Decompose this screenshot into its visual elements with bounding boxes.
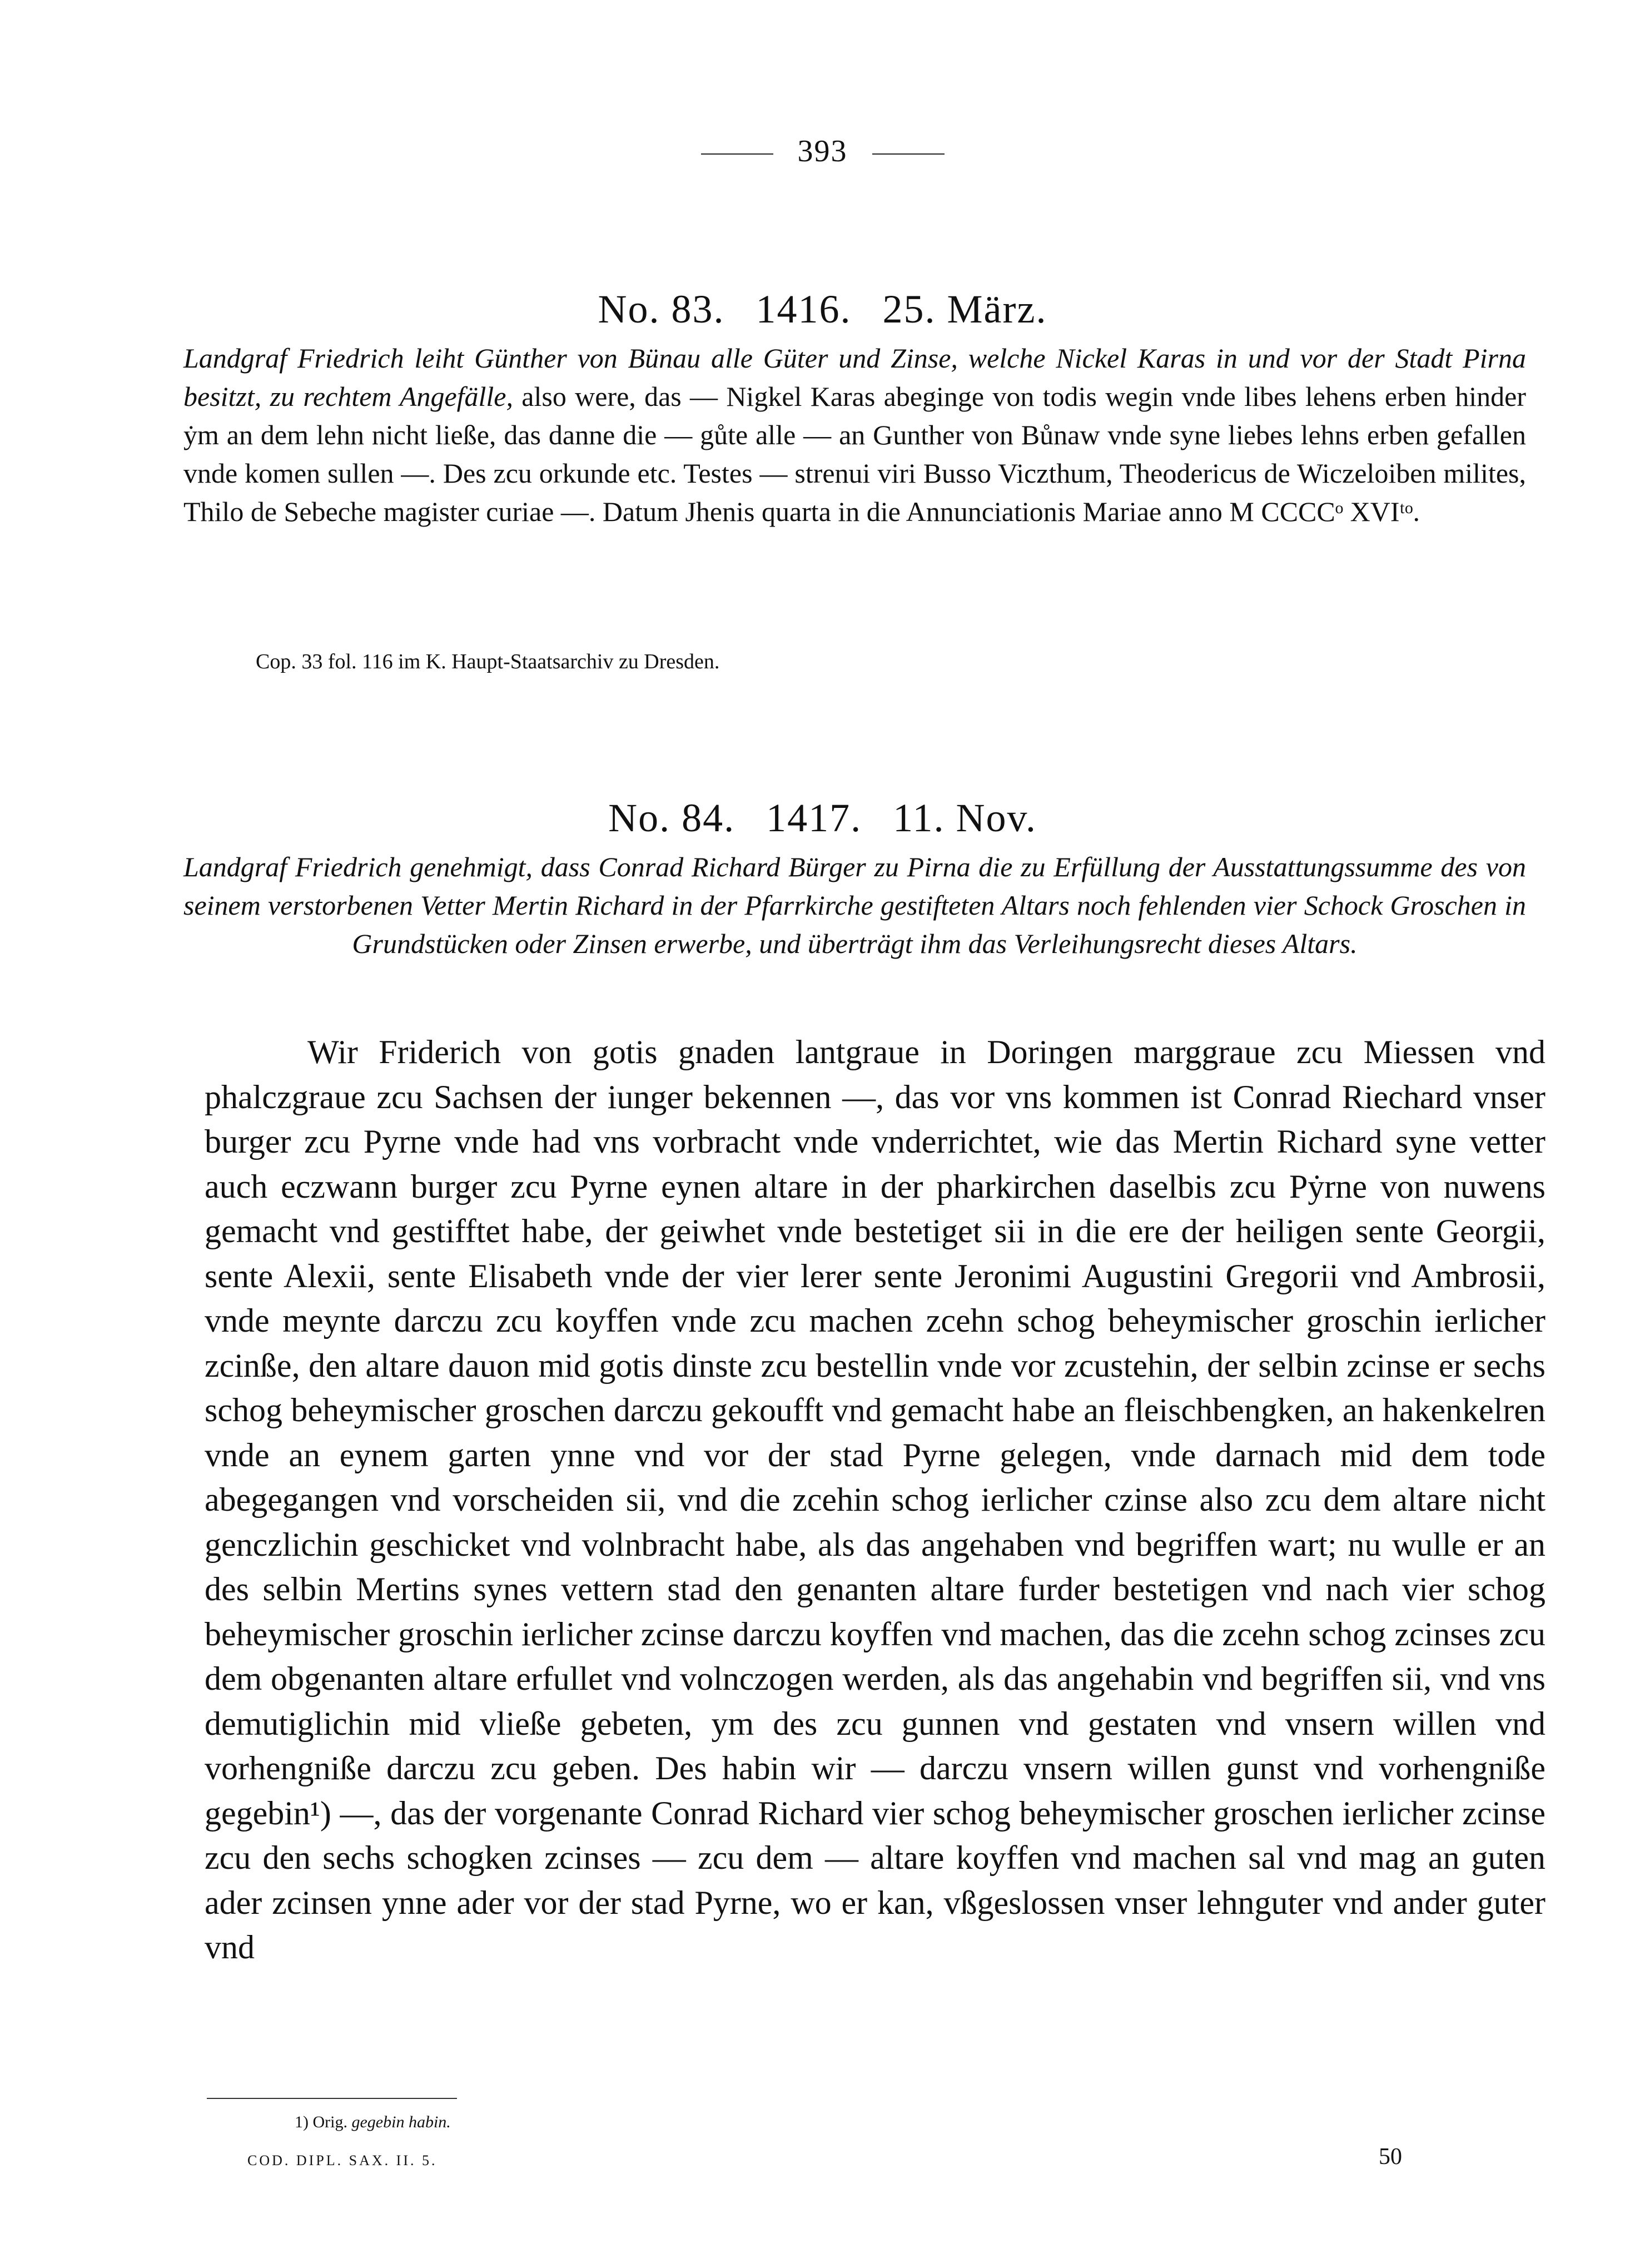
footnote bbox=[295, 2113, 451, 2132]
entry-date: 25. März. bbox=[882, 287, 1047, 331]
sheet-number: 50 bbox=[1379, 2144, 1402, 2170]
regest-quotation: also were, das — Nigkel Karas abeginge von todis wegin vnde libes lehens erben hinder ẏm an dem lehn nicht ließe, das danne die — gůte alle — an Gunther von Bůnaw vnde syne liebes lehns erben gefallen vnde komen sullen —. Des zcu orkunde etc. Testes — strenui viri Busso Viczthum, Theodericus de Wiczeloiben milites, Thilo de Sebeche magister curiae —. Datum Jhenis quarta in die Annunciationis Mariae anno M CCCCᵒ XVIᵗᵒ. bbox=[183, 381, 1526, 527]
entry-year: 1417. bbox=[766, 796, 862, 840]
footnote-text: gegebin habin. bbox=[351, 2113, 451, 2131]
page-number: 393 bbox=[797, 134, 848, 168]
page-header bbox=[0, 133, 1645, 169]
entry-83-title bbox=[0, 286, 1645, 332]
entry-date: 11. Nov. bbox=[893, 796, 1037, 840]
entry-83-source: Cop. 33 fol. 116 im K. Haupt-Staatsarchiv zu Dresden. bbox=[256, 650, 720, 673]
entry-number: No. 84. bbox=[608, 796, 735, 840]
entry-84-title bbox=[0, 795, 1645, 841]
regest-summary: Landgraf Friedrich leiht Günther von Bünau alle Güter und Zinse, welche Nickel Karas in und vor der Stadt Pirna besitzt, zu rechtem Angefälle, bbox=[183, 343, 1526, 412]
entry-year: 1416. bbox=[756, 287, 852, 331]
header-rule-right bbox=[872, 153, 945, 155]
entry-84-regest: Landgraf Friedrich genehmigt, dass Conrad Richard Bürger zu Pirna die zu Erfüllung der Ausstattungssumme des von seinem verstorbenen Vetter Mertin Richard in der Pfarrkirche gestifteten Altars noch fehlenden vier Schock Groschen in Grundstücken oder Zinsen erwerbe, und überträgt ihm das Verleihungsrecht dieses Altars. bbox=[183, 851, 1526, 959]
footnote-marker: 1) Orig. bbox=[295, 2113, 347, 2131]
entry-83-regest bbox=[183, 339, 1526, 531]
header-rule-left bbox=[701, 153, 773, 155]
footnote-rule bbox=[207, 2098, 457, 2099]
entry-number: No. 83. bbox=[598, 287, 725, 331]
entry-84-body: Wir Friderich von gotis gnaden lantgraue in Doringen marggraue zcu Miessen vnd phalczgraue zcu Sachsen der iunger bekennen —, das vor vns kommen ist Conrad Riechard vnser burger zcu Pyrne vnde had vns vorbracht vnde vnderrichtet, wie das Mertin Richard syne vetter auch eczwann burger zcu Pyrne eynen altare in der pharkirchen daselbis zcu Pẏrne von nuwens gemacht vnd gestifftet habe, der geiwhet vnde bestetiget sii in die ere der heiligen sente Georgii, sente Alexii, sente Elisabeth vnde der vier lerer sente Jeronimi Augustini Gregorii vnd Ambrosii, vnde meynte darczu zcu koyffen vnde zcu machen zcehn schog beheymischer groschin ierlicher zcinße, den altare dauon mid gotis dinste zcu bestellin vnde vor zcustehin, der selbin zcinse er sechs schog beheymischer groschen darczu gekoufft vnd gemacht habe an fleischbengken, an hakenkelren vnde an eynem garten ynne vnd vor der stad Pyrne gelegen, vnde darnach mid dem tode abegegangen vnd vorscheiden sii, vnd die zcehin schog ierlicher czinse also zcu dem altare nicht genczlichin geschicket vnd volnbracht habe, als das angehaben vnd begriffen wart; nu wulle er an des selbin Mertins synes vettern stad den genanten altare furder bestetigen vnd nach vier schog beheymischer groschin ierlicher zcinse darczu koyffen vnd machen, das die zcehn schog zcinses zcu dem obgenanten altare erfullet vnd volnczogen werden, als das angehabin vnd begriffen sii, vnd vns demutiglichin mid vließe gebeten, ym des zcu gunnen vnd gestaten vnd vnsern willen vnd vorhengniße darczu zcu geben. Des habin wir — darczu vnsern willen gunst vnd vorhengniße gegebin¹) —, das der vorgenante Conrad Richard vier schog beheymischer groschen ierlicher zcinse zcu den sechs schogken zcinses — zcu dem — altare koyffen vnd machen sal vnd mag an guten ader zcinsen ynne ader vor der stad Pyrne, wo er kan, vßgeslossen vnser lehnguter vnd ander guter vnd bbox=[205, 1034, 1545, 1966]
sheet-signature: COD. DIPL. SAX. II. 5. bbox=[247, 2152, 438, 2168]
